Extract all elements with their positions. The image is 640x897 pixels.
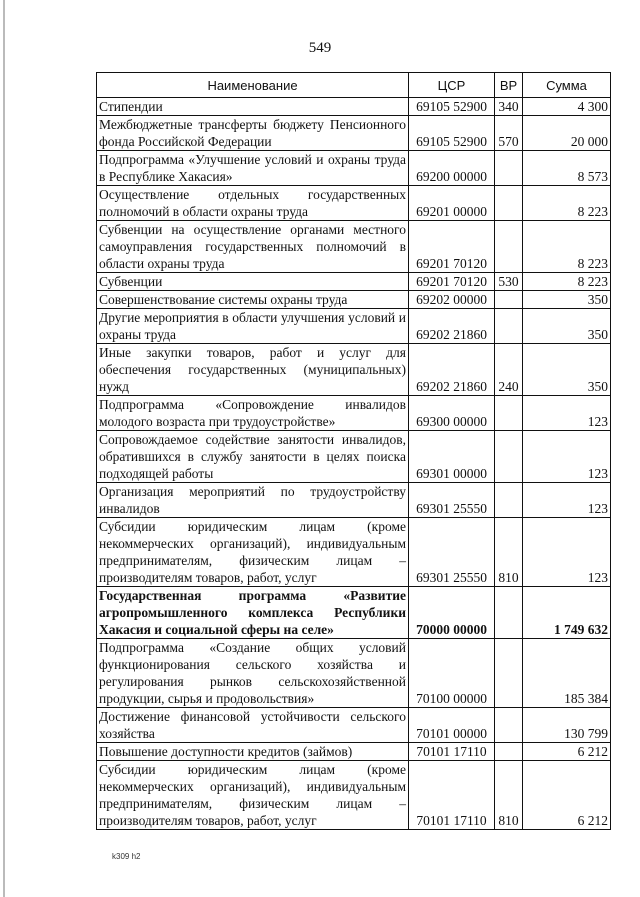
footer-code: k309 h2 bbox=[112, 852, 141, 861]
cell-sum: 20 000 bbox=[523, 116, 611, 151]
table-row bbox=[97, 116, 611, 151]
cell-sum: 123 bbox=[523, 483, 611, 518]
cell-sum: 8 223 bbox=[523, 186, 611, 221]
table-row bbox=[97, 291, 611, 309]
cell-vr bbox=[495, 291, 523, 309]
table-header-row bbox=[97, 73, 611, 98]
cell-sum: 8 573 bbox=[523, 151, 611, 186]
cell-csr: 69202 21860 bbox=[409, 309, 495, 344]
cell-csr: 69105 52900 bbox=[409, 98, 495, 116]
cell-vr bbox=[495, 708, 523, 743]
cell-name: Совершенствование системы охраны труда bbox=[97, 291, 409, 309]
cell-name: Достижение финансовой устойчивости сельского хозяйства bbox=[97, 708, 409, 743]
cell-name: Межбюджетные трансферты бюджету Пенсионного фонда Российской Федерации bbox=[97, 116, 409, 151]
cell-vr bbox=[495, 431, 523, 483]
cell-csr: 69301 00000 bbox=[409, 431, 495, 483]
cell-sum: 6 212 bbox=[523, 761, 611, 830]
table-row bbox=[97, 98, 611, 116]
cell-csr: 69201 70120 bbox=[409, 273, 495, 291]
header-sum: Сумма bbox=[523, 73, 611, 98]
cell-name: Другие мероприятия в области улучшения условий и охраны труда bbox=[97, 309, 409, 344]
cell-csr: 70101 00000 bbox=[409, 708, 495, 743]
cell-sum: 8 223 bbox=[523, 221, 611, 273]
header-vr: ВР bbox=[495, 73, 523, 98]
cell-csr: 69300 00000 bbox=[409, 396, 495, 431]
header-csr: ЦСР bbox=[409, 73, 495, 98]
table-row bbox=[97, 639, 611, 708]
cell-vr: 810 bbox=[495, 761, 523, 830]
cell-vr bbox=[495, 186, 523, 221]
cell-sum: 350 bbox=[523, 291, 611, 309]
cell-vr: 530 bbox=[495, 273, 523, 291]
cell-sum: 130 799 bbox=[523, 708, 611, 743]
cell-vr bbox=[495, 639, 523, 708]
cell-csr: 69301 25550 bbox=[409, 518, 495, 587]
page-number: 549 bbox=[308, 40, 332, 56]
cell-vr bbox=[495, 221, 523, 273]
table-row bbox=[97, 743, 611, 761]
cell-name: Субсидии юридическим лицам (кроме некоммерческих организаций), индивидуальным предпринимателям, физическим лицам – производителям товаров, работ, услуг bbox=[97, 761, 409, 830]
cell-name: Подпрограмма «Сопровождение инвалидов молодого возраста при трудоустройстве» bbox=[97, 396, 409, 431]
cell-sum: 123 bbox=[523, 518, 611, 587]
table-body bbox=[97, 98, 611, 830]
cell-name: Подпрограмма «Улучшение условий и охраны труда в Республике Хакасия» bbox=[97, 151, 409, 186]
table-row bbox=[97, 186, 611, 221]
cell-name: Осуществление отдельных государственных полномочий в области охраны труда bbox=[97, 186, 409, 221]
table-row bbox=[97, 151, 611, 186]
cell-csr: 69202 00000 bbox=[409, 291, 495, 309]
table-row bbox=[97, 518, 611, 587]
cell-csr: 70101 17110 bbox=[409, 761, 495, 830]
cell-csr: 69201 00000 bbox=[409, 186, 495, 221]
cell-vr bbox=[495, 309, 523, 344]
cell-vr bbox=[495, 396, 523, 431]
table-row bbox=[97, 761, 611, 830]
cell-vr: 810 bbox=[495, 518, 523, 587]
table-row bbox=[97, 708, 611, 743]
cell-name: Субвенции на осуществление органами местного самоуправления государственных полномочий в области охраны труда bbox=[97, 221, 409, 273]
budget-table bbox=[96, 72, 611, 830]
table-row bbox=[97, 273, 611, 291]
cell-vr: 570 bbox=[495, 116, 523, 151]
table-row bbox=[97, 344, 611, 396]
cell-csr: 69105 52900 bbox=[409, 116, 495, 151]
cell-name: Повышение доступности кредитов (займов) bbox=[97, 743, 409, 761]
cell-csr: 69200 00000 bbox=[409, 151, 495, 186]
table-row bbox=[97, 483, 611, 518]
cell-vr bbox=[495, 483, 523, 518]
cell-name: Сопровождаемое содействие занятости инвалидов, обратившихся в службу занятости в целях поиска подходящей работы bbox=[97, 431, 409, 483]
cell-name: Организация мероприятий по трудоустройству инвалидов bbox=[97, 483, 409, 518]
cell-vr bbox=[495, 743, 523, 761]
cell-name: Подпрограмма «Создание общих условий функционирования сельского хозяйства и регулирования рынков сельскохозяйственной продукции, сырья и продовольствия» bbox=[97, 639, 409, 708]
table-row bbox=[97, 431, 611, 483]
table-row bbox=[97, 309, 611, 344]
cell-sum: 6 212 bbox=[523, 743, 611, 761]
scan-edge-line bbox=[3, 0, 5, 897]
cell-vr bbox=[495, 587, 523, 639]
cell-vr: 240 bbox=[495, 344, 523, 396]
cell-sum: 123 bbox=[523, 431, 611, 483]
cell-csr: 69202 21860 bbox=[409, 344, 495, 396]
cell-vr bbox=[495, 151, 523, 186]
cell-sum: 1 749 632 bbox=[523, 587, 611, 639]
table-row bbox=[97, 221, 611, 273]
cell-sum: 8 223 bbox=[523, 273, 611, 291]
cell-csr: 70101 17110 bbox=[409, 743, 495, 761]
header-name: Наименование bbox=[97, 73, 409, 98]
cell-sum: 123 bbox=[523, 396, 611, 431]
cell-sum: 350 bbox=[523, 309, 611, 344]
cell-name: Субсидии юридическим лицам (кроме некоммерческих организаций), индивидуальным предпринимателям, физическим лицам – производителям товаров, работ, услуг bbox=[97, 518, 409, 587]
table-row bbox=[97, 396, 611, 431]
cell-sum: 350 bbox=[523, 344, 611, 396]
cell-csr: 70000 00000 bbox=[409, 587, 495, 639]
cell-name: Субвенции bbox=[97, 273, 409, 291]
cell-csr: 69301 25550 bbox=[409, 483, 495, 518]
cell-csr: 70100 00000 bbox=[409, 639, 495, 708]
cell-name: Государственная программа «Развитие агропромышленного комплекса Республики Хакасия и социальной сферы на селе» bbox=[97, 587, 409, 639]
cell-sum: 185 384 bbox=[523, 639, 611, 708]
cell-name: Стипендии bbox=[97, 98, 409, 116]
cell-vr: 340 bbox=[495, 98, 523, 116]
cell-csr: 69201 70120 bbox=[409, 221, 495, 273]
cell-sum: 4 300 bbox=[523, 98, 611, 116]
table-row bbox=[97, 587, 611, 639]
cell-name: Иные закупки товаров, работ и услуг для обеспечения государственных (муниципальных) нужд bbox=[97, 344, 409, 396]
